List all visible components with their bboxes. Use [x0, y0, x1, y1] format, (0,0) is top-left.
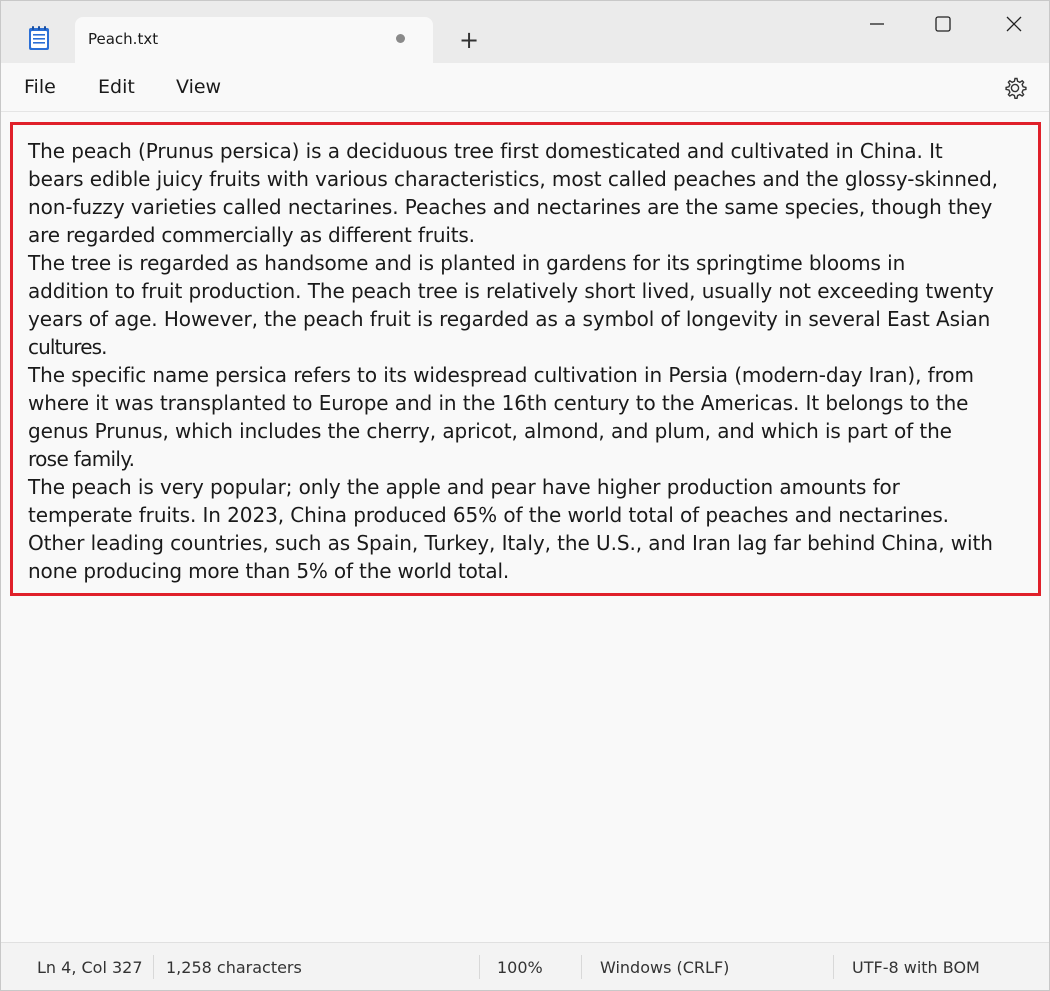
text-line: cultures.	[28, 335, 107, 359]
text-line: temperate fruits. In 2023, China produced 65% of the world total of peaches and nectarines.	[28, 503, 949, 527]
text-line: bears edible juicy fruits with various characteristics, most called peaches and the glossy-skinned,	[28, 167, 998, 191]
status-zoom[interactable]: 100%	[497, 958, 543, 977]
text-line: are regarded commercially as different fruits.	[28, 223, 475, 247]
status-line-ending[interactable]: Windows (CRLF)	[600, 958, 730, 977]
text-line: years of age. However, the peach fruit is regarded as a symbol of longevity in several East Asian	[28, 307, 991, 331]
document-text[interactable]	[28, 137, 1048, 585]
maximize-icon[interactable]	[919, 9, 965, 39]
status-character-count: 1,258 characters	[166, 958, 302, 977]
text-line: The tree is regarded as handsome and is planted in gardens for its springtime blooms in	[28, 251, 906, 275]
close-icon[interactable]	[991, 9, 1037, 39]
status-encoding[interactable]: UTF-8 with BOM	[852, 958, 980, 977]
minimize-icon[interactable]	[853, 9, 899, 39]
text-line: none producing more than 5% of the world total.	[28, 559, 510, 583]
menu-view[interactable]: View	[176, 76, 222, 98]
gear-icon[interactable]	[1001, 74, 1029, 102]
text-line: addition to fruit production. The peach tree is relatively short lived, usually not exceeding twenty	[28, 279, 994, 303]
tab-title: Peach.txt	[88, 30, 159, 48]
menu-bar	[1, 63, 1049, 112]
title-bar	[1, 1, 1049, 63]
status-bar	[1, 942, 1049, 991]
text-line: The peach is very popular; only the apple and pear have higher production amounts for	[28, 475, 900, 499]
status-separator	[153, 955, 154, 979]
text-line: rose family.	[28, 447, 135, 471]
menu-edit[interactable]: Edit	[98, 76, 135, 98]
new-tab-button[interactable]: +	[458, 26, 480, 54]
status-separator	[833, 955, 834, 979]
text-line: The peach (Prunus persica) is a deciduous tree first domesticated and cultivated in China. It	[28, 139, 943, 163]
text-line: genus Prunus, which includes the cherry, apricot, almond, and plum, and which is part of the	[28, 419, 952, 443]
status-separator	[581, 955, 582, 979]
menu-file[interactable]: File	[24, 76, 56, 98]
text-line: Other leading countries, such as Spain, Turkey, Italy, the U.S., and Iran lag far behind China, with	[28, 531, 993, 555]
unsaved-dot-icon[interactable]	[396, 34, 405, 43]
status-separator	[479, 955, 480, 979]
status-cursor-position: Ln 4, Col 327	[37, 958, 143, 977]
text-line: non-fuzzy varieties called nectarines. Peaches and nectarines are the same species, though they	[28, 195, 993, 219]
text-line: where it was transplanted to Europe and in the 16th century to the Americas. It belongs to the	[28, 391, 969, 415]
tab-peach-txt[interactable]	[75, 17, 433, 63]
text-editor[interactable]	[1, 112, 1049, 942]
notepad-app-icon	[28, 25, 50, 51]
text-line: The specific name persica refers to its widespread cultivation in Persia (modern-day Iran), from	[28, 363, 974, 387]
